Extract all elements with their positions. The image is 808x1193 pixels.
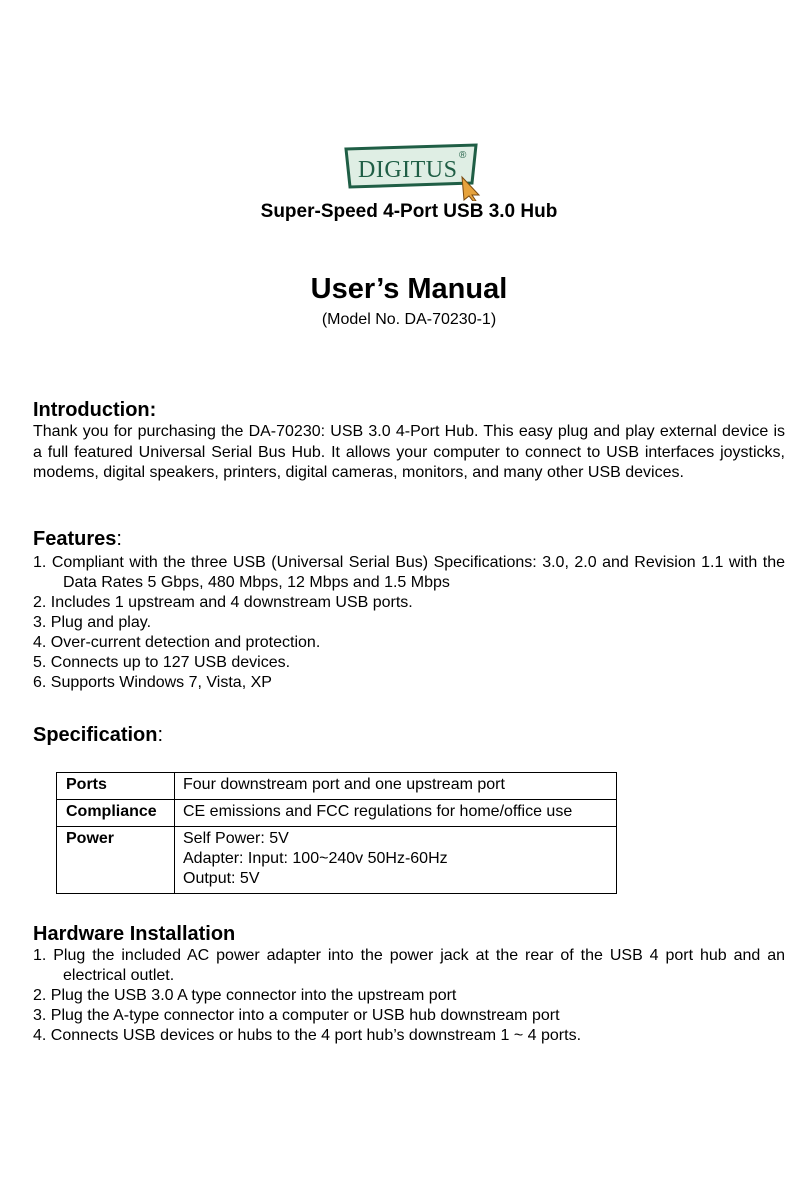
introduction-heading: Introduction: bbox=[33, 399, 157, 421]
spec-value-line: CE emissions and FCC regulations for home/office use bbox=[183, 803, 573, 820]
spec-value bbox=[175, 827, 617, 894]
spec-value-line: Output: 5V bbox=[183, 870, 260, 887]
list-item: 1. Compliant with the three USB (Universal Serial Bus) Specifications: 3.0, 2.0 and Revision 1.1 with the Data Rates 5 Gbps, 480 Mbps, 12 Mbps and 1.5 Mbps bbox=[33, 554, 785, 591]
spec-value bbox=[175, 800, 617, 827]
introduction-section bbox=[33, 398, 785, 484]
table-row bbox=[57, 800, 617, 827]
spec-value-line: Adapter: Input: 100~240v 50Hz-60Hz bbox=[183, 850, 448, 867]
specification-heading-colon: : bbox=[157, 724, 164, 746]
list-item: 3. Plug the A-type connector into a computer or USB hub downstream port bbox=[33, 1007, 560, 1024]
features-heading-label: Features bbox=[33, 528, 117, 550]
table-row bbox=[57, 827, 617, 894]
features-section bbox=[33, 527, 785, 693]
list-item: 1. Plug the included AC power adapter into the power jack at the rear of the USB 4 port hub and an electrical outlet. bbox=[33, 947, 785, 984]
spec-value-line: Four downstream port and one upstream port bbox=[183, 776, 505, 793]
model-number: (Model No. DA-70230-1) bbox=[321, 311, 497, 328]
list-item: 4. Connects USB devices or hubs to the 4 port hub’s downstream 1 ~ 4 ports. bbox=[33, 1027, 582, 1044]
specification-heading bbox=[33, 723, 785, 747]
spec-value-line: Self Power: 5V bbox=[183, 830, 289, 847]
hardware-installation-heading: Hardware Installation bbox=[33, 923, 236, 945]
spec-value bbox=[175, 773, 617, 800]
specification-section bbox=[33, 723, 785, 747]
table-row bbox=[57, 773, 617, 800]
list-item: 6. Supports Windows 7, Vista, XP bbox=[33, 674, 272, 691]
list-item: 5. Connects up to 127 USB devices. bbox=[33, 654, 291, 671]
manual-title: User’s Manual bbox=[310, 273, 508, 305]
list-item: 2. Plug the USB 3.0 A type connector into the upstream port bbox=[33, 987, 457, 1004]
features-list bbox=[33, 553, 785, 693]
logo-wordmark: DIGITUS bbox=[358, 157, 458, 183]
spec-key: Power bbox=[57, 827, 175, 894]
features-heading-colon: : bbox=[116, 528, 122, 550]
digitus-logo-graphic bbox=[344, 143, 494, 201]
list-item: 2. Includes 1 upstream and 4 downstream USB ports. bbox=[33, 594, 413, 611]
hardware-installation-section bbox=[33, 922, 785, 1046]
list-item: 3. Plug and play. bbox=[33, 614, 152, 631]
specification-heading-label: Specification bbox=[33, 724, 158, 746]
hardware-installation-list bbox=[33, 946, 785, 1046]
list-item: 4. Over-current detection and protection. bbox=[33, 634, 321, 651]
digitus-logo bbox=[344, 143, 494, 201]
registered-mark: ® bbox=[459, 150, 467, 161]
product-subtitle: Super-Speed 4-Port USB 3.0 Hub bbox=[260, 201, 558, 222]
features-heading bbox=[33, 527, 785, 551]
spec-key: Ports bbox=[57, 773, 175, 800]
specification-table bbox=[56, 772, 617, 894]
spec-key: Compliance bbox=[57, 800, 175, 827]
introduction-text: Thank you for purchasing the DA-70230: USB 3.0 4-Port Hub. This easy plug and play external device is a full featured Universal Serial Bus Hub. It allows your computer to connect to USB interfaces joysticks, modems, digital speakers, printers, digital cameras, monitors, and many other USB devices. bbox=[33, 423, 785, 481]
